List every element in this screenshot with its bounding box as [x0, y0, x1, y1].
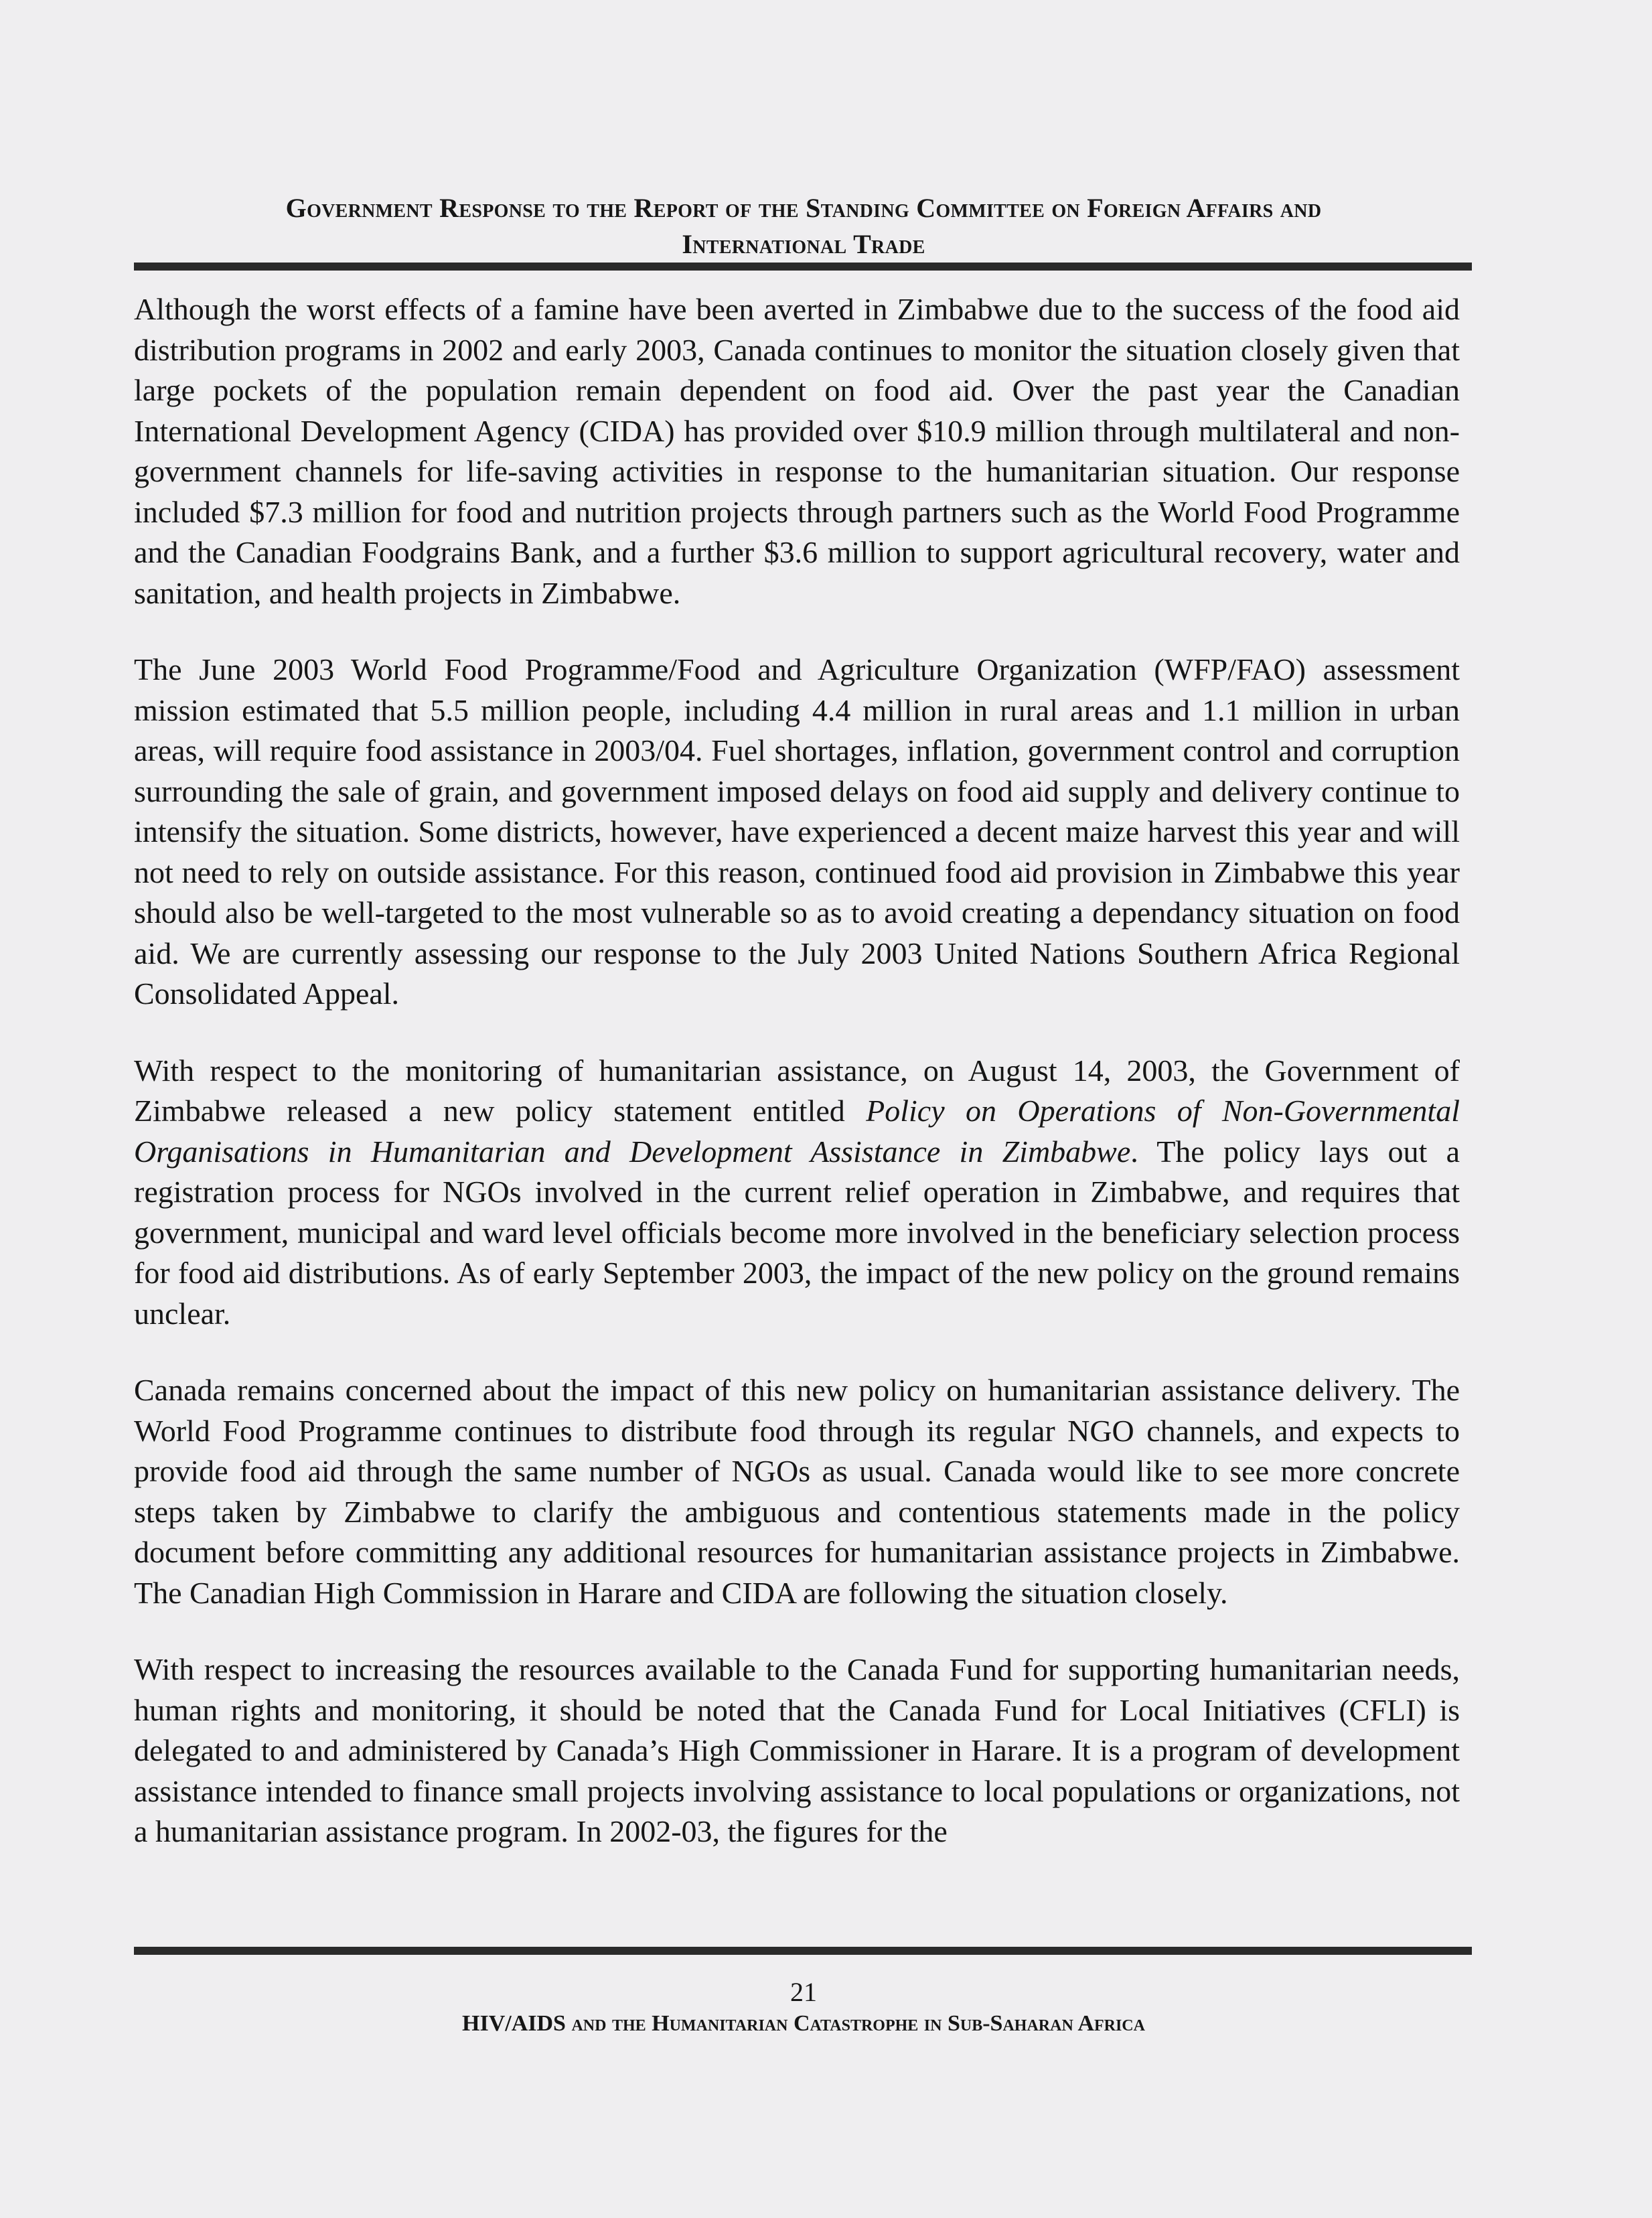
body-text [134, 289, 1460, 1852]
header-rule [134, 263, 1472, 271]
page-number: 21 [790, 1977, 817, 2007]
paragraph-ngo-policy-lead: With respect to the monitoring of humanitarian assistance, on August 14, 2003, the Government of Zimbabwe released a new policy statement entitled [134, 1053, 1460, 1128]
policy-title: Policy on Operations of Non-Governmental Organisations in Humanitarian and Development Assistance in Zimbabwe [134, 1094, 1460, 1169]
paragraph-ngo-policy [134, 1051, 1460, 1335]
running-footer: HIV/AIDS and the Humanitarian Catastrophe in Sub-Saharan Africa [462, 2011, 1145, 2036]
paragraph-wfp-fao-assessment: The June 2003 World Food Programme/Food and Agriculture Organization (WFP/FAO) assessment mission estimated that 5.5 million people, including 4.4 million in rural areas and 1.1 million in urban areas, will require food assistance in 2003/04. Fuel shortages, inflation, government control and corruption surrounding the sale of grain, and government imposed delays on food aid supply and delivery continue to intensify the situation. Some districts, however, have experienced a decent maize harvest this year and will not need to rely on outside assistance. For this reason, continued food aid provision in Zimbabwe this year should also be well-targeted to the most vulnerable so as to avoid creating a dependancy situation on food aid. We are currently assessing our response to the July 2003 United Nations Southern Africa Regional Consolidated Appeal. [134, 652, 1460, 1011]
running-header-line-1: Government Response to the Report of the Standing Committee on Foreign Affairs and [285, 193, 1322, 223]
running-header [134, 190, 1473, 263]
paragraph-canada-fund: With respect to increasing the resources available to the Canada Fund for supporting humanitarian needs, human rights and monitoring, it should be noted that the Canada Fund for Local Initiatives (CFLI) is delegated to and administered by Canada’s High Commissioner in Harare. It is a program of development assistance intended to finance small projects involving assistance to local populations or organizations, not a humanitarian assistance program. In 2002-03, the figures for the [134, 1652, 1460, 1848]
paragraph-ngo-policy-rest: . The policy lays out a registration process for NGOs involved in the current relief operation in Zimbabwe, and requires that government, municipal and ward level officials become more involved in the beneficiary selection process for food aid distributions. As of early September 2003, the impact of the new policy on the ground remains unclear. [134, 1134, 1460, 1331]
footer-rule [134, 1947, 1472, 1955]
paragraph-food-aid-overview: Although the worst effects of a famine have been averted in Zimbabwe due to the success of the food aid distribution programs in 2002 and early 2003, Canada continues to monitor the situation closely given that large pockets of the population remain dependent on food aid. Over the past year the Canadian International Development Agency (CIDA) has provided over $10.9 million through multilateral and non-government channels for life-saving activities in response to the humanitarian situation. Our response included $7.3 million for food and nutrition projects through partners such as the World Food Programme and the Canadian Foodgrains Bank, and a further $3.6 million to support agricultural recovery, water and sanitation, and health projects in Zimbabwe. [134, 292, 1460, 610]
paragraph-canada-concern: Canada remains concerned about the impact of this new policy on humanitarian assistance delivery. The World Food Programme continues to distribute food through its regular NGO channels, and expects to provide food aid through the same number of NGOs as usual. Canada would like to see more concrete steps taken by Zimbabwe to clarify the ambiguous and contentious statements made in the policy document before committing any additional resources for humanitarian assistance projects in Zimbabwe. The Canadian High Commission in Harare and CIDA are following the situation closely. [134, 1373, 1460, 1610]
running-header-line-2: International Trade [682, 229, 925, 259]
